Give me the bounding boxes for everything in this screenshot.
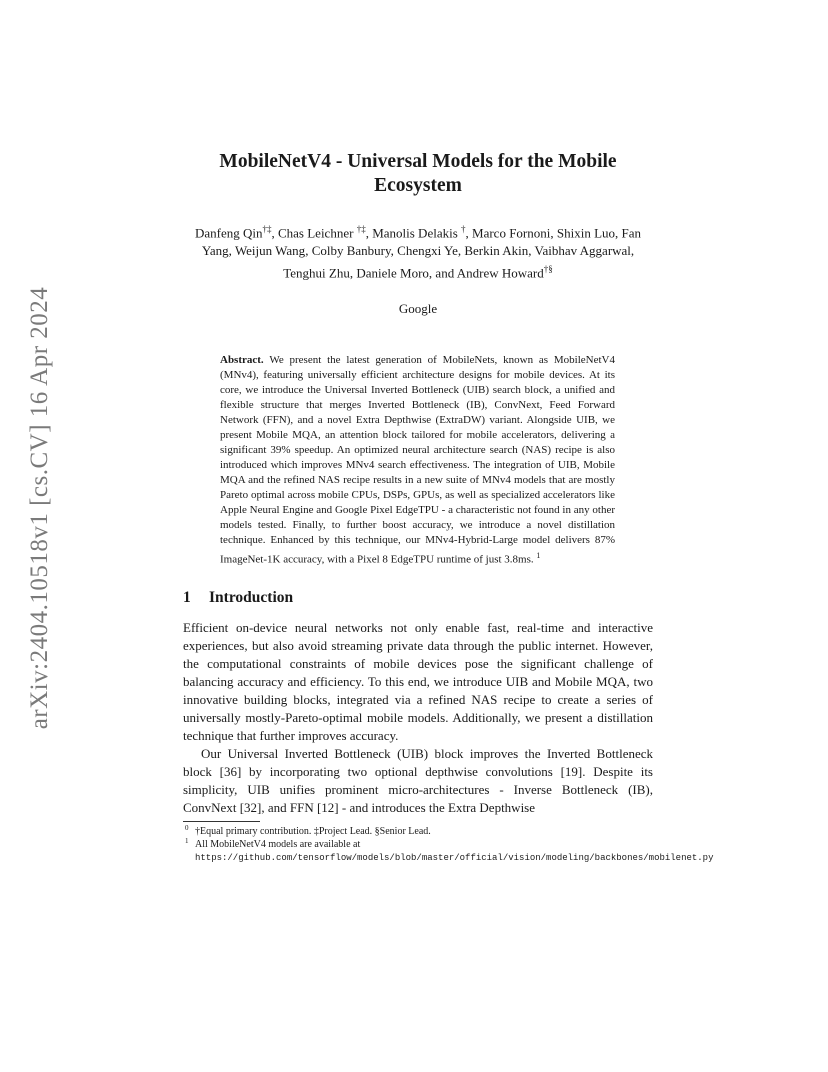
author-separator: , bbox=[630, 243, 635, 259]
abstract-label: Abstract. bbox=[220, 353, 264, 366]
author-name: Berkin Akin bbox=[464, 243, 529, 259]
body-paragraph-2: Our Universal Inverted Bottleneck (UIB) block improves the Inverted Bottleneck block [36] by incorporating two optional depthwise convolutions [19]. Despite its simplicity, UIB unifies prominent micro-architectures - Inverse Bottleneck (IB), ConvNext [32], and FFN [12] - and introduces the Extra Depthwise bbox=[183, 746, 653, 816]
abstract-footnote-ref[interactable]: 1 bbox=[536, 550, 541, 560]
author-name: Marco Fornoni bbox=[472, 225, 551, 241]
abstract bbox=[220, 353, 615, 568]
affiliation: Google bbox=[398, 300, 438, 316]
author-name: Chas Leichner bbox=[277, 225, 357, 241]
footnote-text: All MobileNetV4 models are available at bbox=[195, 839, 361, 851]
footnote-divider bbox=[183, 821, 260, 822]
author-name: Daniele Moro bbox=[356, 265, 429, 281]
author-name: Danfeng Qin bbox=[194, 225, 263, 241]
footnote-url-link[interactable]: https://github.com/tensorflow/models/blob/master/official/vision/modeling/backbones/mobilenet.py bbox=[195, 853, 714, 864]
footnote-mark: 1 bbox=[185, 837, 189, 846]
author-name: Manolis Delakis bbox=[372, 225, 462, 241]
author-name: Andrew Howard bbox=[456, 265, 544, 281]
author-name: Shixin Luo bbox=[556, 225, 616, 241]
author-separator: , bbox=[528, 243, 535, 259]
author-separator: , bbox=[349, 265, 357, 281]
author-separator: , bbox=[615, 225, 622, 241]
author-affiliation-marks: †‡ bbox=[356, 224, 366, 234]
author-name: Chengxi Ye bbox=[397, 243, 458, 259]
author-affiliation-marks: † bbox=[461, 224, 466, 234]
author-separator: , bbox=[465, 225, 473, 241]
footnote-1 bbox=[183, 837, 714, 865]
author-separator: , bbox=[457, 243, 465, 259]
author-name: Tenghui Zhu bbox=[283, 265, 350, 281]
footnote-text: †Equal primary contribution. ‡Project Lead. §Senior Lead. bbox=[195, 826, 431, 838]
author-affiliation-marks: †§ bbox=[543, 264, 553, 275]
author-separator: , bbox=[550, 225, 557, 241]
body-paragraph-1: Efficient on-device neural networks not only enable fast, real-time and interactive experiences, but also avoid streaming private data through the public internet. However, the computational constraints of mobile devices pose the significant challenge of balancing accuracy and efficiency. To this end, we introduce UIB and Mobile MQA, two innovative building blocks, integrated via a refined NAS recipe to create a series of universally mostly-Pareto-optimal mobile models. Additionally, we present a distillation technique that further improves accuracy. bbox=[183, 620, 653, 744]
author-separator: , and bbox=[428, 265, 457, 281]
paper-title: MobileNetV4 - Universal Models for the Mobile Ecosystem bbox=[219, 151, 617, 196]
author-name: Colby Banbury bbox=[311, 243, 391, 259]
author-separator: , bbox=[228, 243, 235, 259]
author-list bbox=[191, 220, 645, 283]
author-name: Vaibhav Aggarwal bbox=[534, 243, 631, 259]
section-number: 1 bbox=[183, 589, 191, 607]
author-affiliation-marks: †‡ bbox=[262, 224, 272, 234]
paper-page bbox=[183, 150, 714, 865]
author-separator: , bbox=[271, 225, 278, 241]
section-body bbox=[183, 619, 653, 817]
author-separator: , bbox=[305, 243, 312, 259]
author-separator: , bbox=[390, 243, 398, 259]
section-title: Introduction bbox=[209, 589, 294, 607]
author-name: Fan Yang bbox=[201, 225, 642, 259]
author-separator: , bbox=[365, 225, 373, 241]
arxiv-identifier-text: arXiv:2404.10518v1 [cs.CV] 16 Apr 2024 bbox=[26, 286, 53, 729]
footnote-0 bbox=[183, 825, 653, 838]
author-name: Weijun Wang bbox=[234, 243, 306, 259]
section-heading bbox=[183, 589, 653, 607]
footnotes bbox=[183, 824, 714, 865]
abstract-text: We present the latest generation of MobileNets, known as MobileNetV4 (MNv4), featuring universally efficient architecture designs for mobile devices. At its core, we introduce the Universal Inverted Bottleneck (UIB) search block, a unified and flexible structure that merges Inverted Bottleneck (IB), ConvNext, Feed Forward Network (FFN), and a novel Extra Depthwise (ExtraDW) variant. Alongside UIB, we present Mobile MQA, an attention block tailored for mobile accelerators, delivering a significant 39% speedup. An optimized neural architecture search (NAS) recipe is also introduced which improves MNv4 search effectiveness. The integration of UIB, Mobile MQA and the refined NAS recipe results in a new suite of MNv4 models that are mostly Pareto optimal across mobile CPUs, DSPs, GPUs, as well as specialized accelerators like Apple Neural Engine and Google Pixel EdgeTPU - a characteristic not found in any other models tested. Finally, to further boost accuracy, we introduce a novel distillation technique. Enhanced by this technique, our MNv4-Hybrid-Large model delivers 87% ImageNet-1K accuracy, with a Pixel 8 EdgeTPU runtime of just 3.8ms. bbox=[220, 353, 615, 566]
arxiv-identifier-stamp bbox=[15, 285, 65, 730]
footnote-mark: 0 bbox=[185, 824, 189, 833]
